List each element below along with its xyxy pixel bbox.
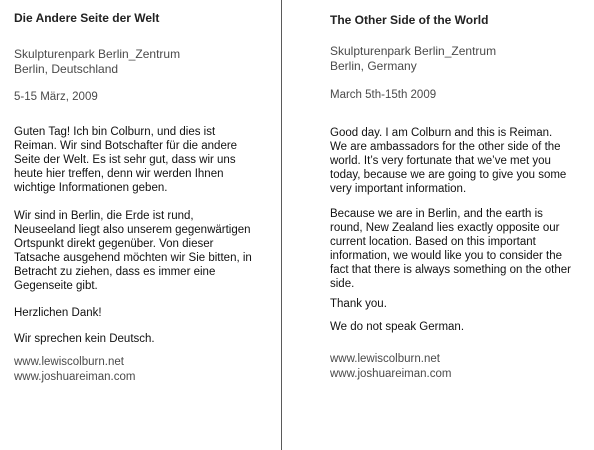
german-date: 5-15 März, 2009 bbox=[14, 91, 98, 103]
english-paragraph-1-line: We are ambassadors for the other side of the bbox=[330, 141, 561, 153]
german-paragraph-1-line: heute hier treffen, denn wir werden Ihnen bbox=[14, 168, 224, 180]
german-column bbox=[0, 0, 281, 450]
english-paragraph-2-line: fact that there is always something on the other bbox=[330, 264, 571, 276]
english-paragraph-1-line: world. It’s very fortunate that we’ve met you bbox=[330, 155, 551, 167]
german-paragraph-1-line: Reiman. Wir sind Botschafter für die andere bbox=[14, 140, 238, 152]
german-paragraph-2-line: Ortspunkt direkt gegenüber. Von dieser bbox=[14, 238, 214, 250]
english-paragraph-2-line: Because we are in Berlin, and the earth is bbox=[330, 208, 543, 220]
english-venue: Skulpturenpark Berlin_Zentrum bbox=[330, 44, 497, 58]
german-paragraph-2-line: Wir sind in Berlin, die Erde ist rund, bbox=[14, 210, 194, 222]
english-links bbox=[330, 352, 451, 382]
link-joshuareiman[interactable]: www.joshuareiman.com bbox=[330, 368, 452, 380]
english-paragraph-2-line: round, New Zealand lies exactly opposite our bbox=[330, 222, 560, 234]
german-links bbox=[14, 355, 135, 385]
english-date: March 5th-15th 2009 bbox=[330, 89, 437, 101]
german-location: Berlin, Deutschland bbox=[14, 62, 119, 76]
german-paragraph-2 bbox=[14, 209, 252, 293]
german-paragraph-2-line: Tatsache ausgehend möchten wir Sie bitten, in bbox=[14, 252, 252, 264]
english-paragraph-2 bbox=[330, 207, 571, 291]
link-lewiscolburn[interactable]: www.lewiscolburn.net bbox=[14, 356, 124, 368]
english-paragraph-2-line: information, we would like you to consider the bbox=[330, 250, 563, 262]
german-paragraph-1-line: Seite der Welt. Es ist sehr gut, dass wir uns bbox=[14, 154, 236, 166]
link-lewiscolburn[interactable]: www.lewiscolburn.net bbox=[330, 353, 440, 365]
german-paragraph-2-line: Betracht zu ziehen, dass es immer eine bbox=[14, 266, 216, 278]
link-joshuareiman[interactable]: www.joshuareiman.com bbox=[14, 371, 136, 383]
german-thanks: Herzlichen Dank! bbox=[14, 307, 102, 319]
german-title: Die Andere Seite der Welt bbox=[14, 11, 160, 25]
german-paragraph-1-line: Guten Tag! Ich bin Colburn, und dies ist bbox=[14, 126, 216, 138]
english-title: The Other Side of the World bbox=[330, 13, 489, 27]
german-language-note: Wir sprechen kein Deutsch. bbox=[14, 333, 155, 345]
english-paragraph-1-line: today, because we are going to give you some bbox=[330, 169, 567, 181]
english-language-note: We do not speak German. bbox=[330, 321, 465, 333]
german-venue-block bbox=[14, 47, 180, 77]
german-venue: Skulpturenpark Berlin_Zentrum bbox=[14, 47, 181, 61]
english-paragraph-1-line: very important information. bbox=[330, 183, 467, 195]
german-paragraph-2-line: Gegenseite gibt. bbox=[14, 280, 98, 292]
english-column bbox=[282, 0, 594, 450]
german-paragraph-1 bbox=[14, 125, 237, 195]
german-paragraph-1-line: wichtige Informationen geben. bbox=[14, 182, 168, 194]
english-paragraph-1-line: Good day. I am Colburn and this is Reiman. bbox=[330, 127, 553, 139]
english-paragraph-2-line: side. bbox=[330, 278, 355, 290]
english-paragraph-1 bbox=[330, 126, 566, 196]
german-paragraph-2-line: Neuseeland liegt also unserem gegenwärtigen bbox=[14, 224, 251, 236]
english-location: Berlin, Germany bbox=[330, 59, 417, 73]
english-paragraph-2-line: current location. Based on this important bbox=[330, 236, 536, 248]
english-venue-block bbox=[330, 44, 496, 74]
english-thanks: Thank you. bbox=[330, 298, 387, 310]
